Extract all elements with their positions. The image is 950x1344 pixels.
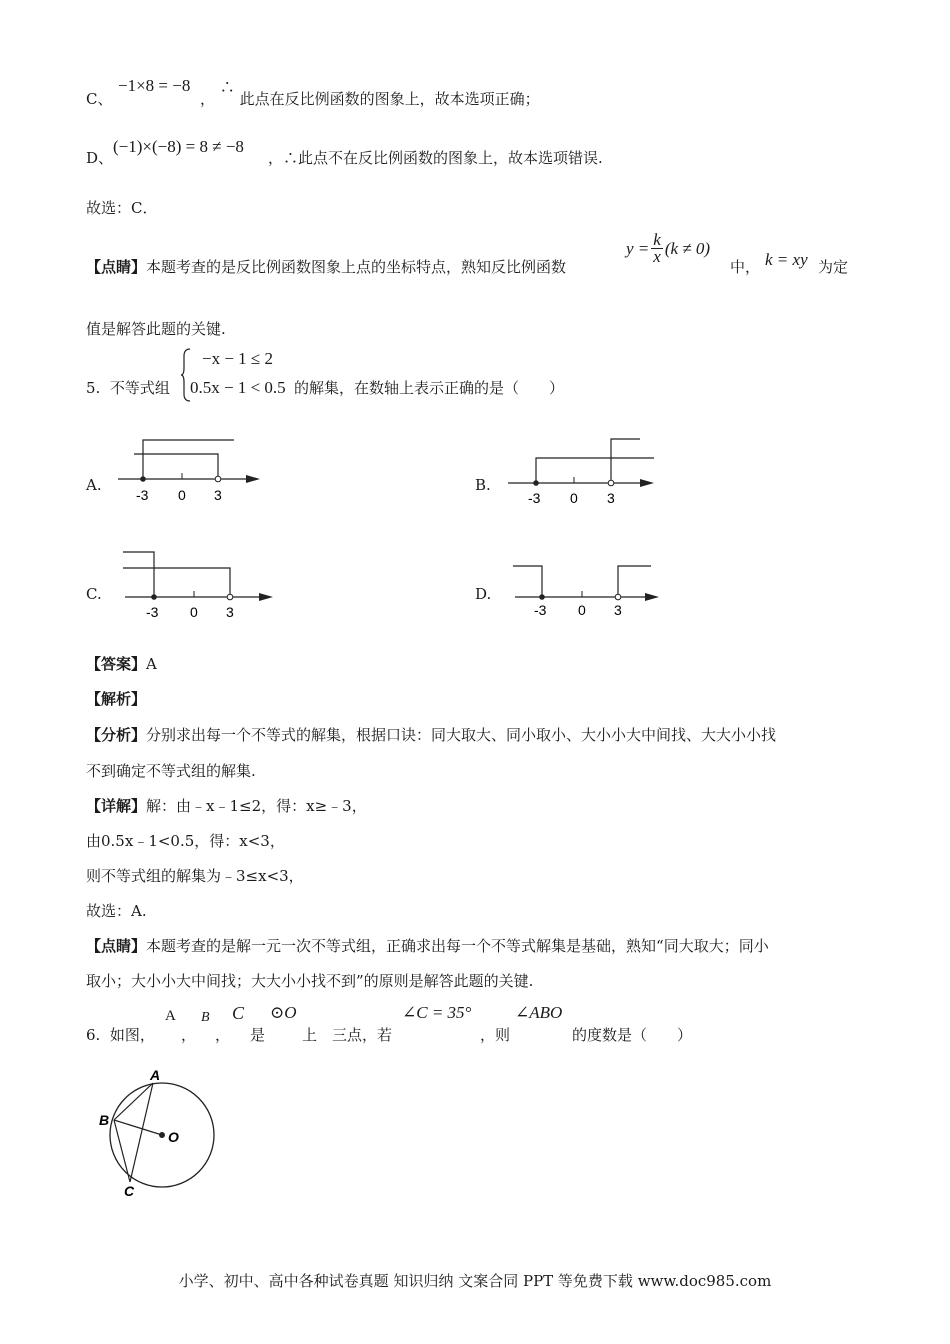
fenxi-text: 分别求出每一个不等式的解集，根据口诀：同大取大、同小取小、大小小大中间找、大大小小找 — [146, 726, 777, 744]
page-footer: 小学、初中、高中各种试卷真题 知识归纳 文案合同 PPT 等免费下载 www.doc985.com — [178, 1272, 772, 1290]
q6-point-c: C — [232, 1003, 245, 1023]
k-equals-xy: k = xy — [765, 250, 808, 269]
detail-step-1: 解：由﹣x﹣1≤2，得：x≥﹣3， — [146, 797, 367, 815]
y-equals: y = — [626, 238, 650, 258]
q6-end: 的度数是（ ） — [572, 1026, 693, 1044]
tick-label-3: 3 — [607, 490, 615, 506]
frac-numerator: k — [653, 230, 661, 249]
q6-intro: 如图， — [109, 1026, 155, 1044]
tick-label-0: 0 — [570, 490, 578, 506]
frac-denominator: x — [653, 247, 661, 266]
figure-label-a: A — [150, 1067, 161, 1083]
comma: ， — [215, 1026, 231, 1044]
detail-line-3: 则不等式组的解集为﹣3≤x<3， — [86, 867, 304, 885]
fenxi-line-2: 不到确定不等式组的解集. — [86, 762, 256, 780]
comma: ， — [268, 149, 284, 167]
option-a-label: A. — [86, 476, 102, 494]
question-6-line — [86, 1024, 155, 1046]
inequality-2: 0.5x − 1 < 0.5 — [190, 378, 286, 397]
detail-line-2: 由0.5x﹣1<0.5，得：x<3， — [86, 832, 285, 850]
fenxi-tag: 【分析】 — [86, 726, 147, 744]
answer-line — [86, 653, 157, 675]
answer-tag: 【答案】 — [86, 655, 147, 673]
number-line-a — [110, 430, 270, 510]
q6-shi: 是 — [250, 1026, 266, 1044]
question-number: 5. — [86, 379, 101, 397]
question-number: 6. — [86, 1026, 101, 1044]
comment-1 — [86, 256, 566, 278]
q6-angle-c: ∠C = 35° — [402, 1003, 472, 1022]
figure-label-c: C — [124, 1183, 135, 1199]
question-5-suffix: 的解集，在数轴上表示正确的是（ ） — [294, 379, 565, 397]
q6-point-a: A — [165, 1008, 176, 1024]
k-not-zero: (k ≠ 0) — [664, 238, 711, 258]
option-c-line — [86, 88, 112, 110]
tick-label-0: 0 — [578, 602, 586, 618]
q6-ze: ，则 — [480, 1026, 511, 1044]
number-line-d — [505, 550, 665, 622]
comment-1-mid: 中， — [730, 258, 761, 276]
detail-line-1 — [86, 795, 367, 817]
answer-value: A — [146, 655, 157, 673]
comment-2-text: 本题考查的是解一元一次不等式组，正确求出每一个不等式解集是基础，熟知“同大取大；同小 — [146, 937, 769, 955]
option-d-text — [268, 147, 603, 169]
number-line-b — [500, 430, 660, 510]
tick-label-neg3: -3 — [528, 490, 541, 506]
question-5-prefix: 不等式组 — [109, 379, 170, 397]
therefore-symbol: ∴ — [219, 78, 235, 96]
circle-figure — [95, 1062, 225, 1202]
inverse-function-formula — [626, 232, 710, 265]
tick-label-3: 3 — [214, 487, 222, 503]
option-c-math: −1×8 = −8 — [118, 76, 191, 95]
q6-angle-abo: ∠ABO — [515, 1003, 563, 1022]
comma: ， — [181, 1026, 197, 1044]
comment-2-line-2: 取小；大小小大中间找；大大小小找不到”的原则是解答此题的关键. — [86, 972, 534, 990]
option-c-text — [200, 78, 540, 110]
analysis-tag: 【解析】 — [86, 690, 147, 708]
option-d-label: D、 — [86, 149, 114, 167]
tick-label-3: 3 — [226, 604, 234, 620]
question-5-intro — [86, 377, 170, 399]
option-c-conclusion: 此点在反比例函数的图象上，故本选项正确； — [239, 90, 540, 108]
option-d-conclusion: ∴此点不在反比例函数的图象上，故本选项错误. — [283, 149, 603, 167]
option-c-choice-label: C. — [86, 585, 102, 603]
tick-label-0: 0 — [190, 604, 198, 620]
option-b-label: B. — [475, 476, 491, 494]
fenxi-line-1 — [86, 724, 776, 746]
tick-label-neg3: -3 — [534, 602, 547, 618]
number-line-c — [115, 540, 280, 622]
comma: ， — [200, 90, 216, 108]
comment-2-tag: 【点睛】 — [86, 937, 147, 955]
option-c-label: C、 — [86, 90, 113, 108]
tick-label-0: 0 — [178, 487, 186, 503]
q6-circle-o: ⊙O — [270, 1003, 297, 1022]
tick-label-neg3: -3 — [136, 487, 149, 503]
q6-shang: 上 三点，若 — [302, 1026, 393, 1044]
choose-answer-1: 故选：C． — [86, 199, 158, 217]
option-d-math: (−1)×(−8) = 8 ≠ −8 — [113, 137, 244, 156]
figure-label-o: O — [168, 1129, 179, 1145]
inequality-1: −x − 1 ≤ 2 — [202, 349, 274, 368]
figure-label-b: B — [99, 1112, 110, 1128]
detail-line-4: 故选：A. — [86, 902, 147, 920]
k-over-x — [651, 232, 663, 265]
comment-2-line-1 — [86, 935, 769, 957]
detail-tag: 【详解】 — [86, 797, 147, 815]
comment-1-end: 为定 — [818, 258, 849, 276]
q6-point-b: B — [201, 1010, 210, 1025]
tick-label-neg3: -3 — [146, 604, 159, 620]
comment-tag: 【点睛】 — [86, 258, 147, 276]
option-d-choice-label: D. — [475, 585, 492, 603]
comment-1-text: 本题考查的是反比例函数图象上点的坐标特点，熟知反比例函数 — [146, 258, 567, 276]
comment-1-line2: 值是解答此题的关键. — [86, 320, 226, 338]
tick-label-3: 3 — [614, 602, 622, 618]
